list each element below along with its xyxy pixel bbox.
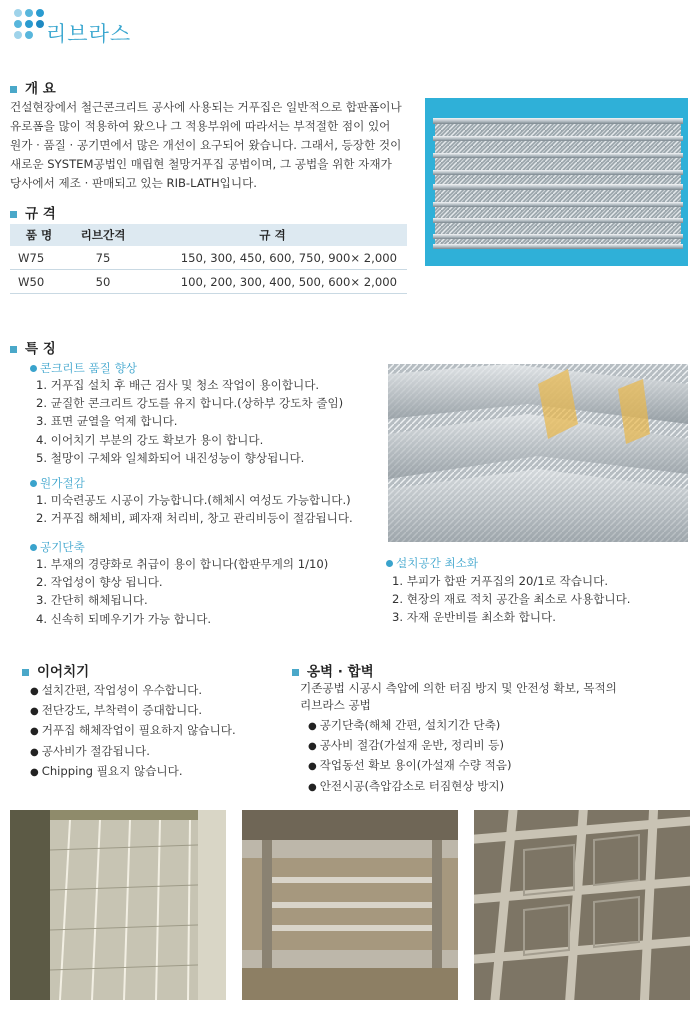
retaining-list	[308, 716, 512, 797]
square-bullet-icon	[10, 346, 17, 353]
list-item: 4. 이어치기 부분의 강도 확보가 용이 합니다.	[36, 432, 264, 447]
list-item: 3. 자재 운반비를 최소화 합니다.	[392, 610, 556, 625]
list-item: 1. 거푸집 설치 후 배근 검사 및 청소 작업이 용이합니다.	[36, 378, 320, 392]
cell-size: 100, 200, 300, 400, 500, 600× 2,000	[138, 270, 407, 294]
page-title: 리브라스	[46, 22, 132, 46]
features-heading: 특 징	[10, 337, 56, 357]
list-item: 2. 균질한 콘크리트 강도를 유지 합니다.(상하부 강도차 줄임)	[36, 396, 344, 411]
list-item: 5. 철망이 구체와 일체화되어 내진성능이 향상됩니다.	[36, 450, 305, 465]
spec-header-row	[10, 224, 407, 246]
list-item: ● 공사비가 절감됩니다.	[30, 742, 236, 762]
joint-heading: 이어치기	[22, 660, 89, 680]
bullet-dot-icon	[30, 544, 37, 551]
quality-title: 콘크리트 품질 향상	[30, 360, 137, 376]
overview-heading: 개 요	[10, 77, 56, 97]
stacked-rib-lath-photo	[388, 364, 688, 542]
cell-name: W50	[10, 270, 68, 294]
list-item: 1. 부재의 경량화로 취급이 용이 합니다(합판무게의 1/10)	[36, 557, 329, 571]
square-bullet-icon	[10, 211, 17, 218]
cell-rib: 50	[68, 270, 138, 294]
bullet-dot-icon	[30, 365, 37, 372]
bullet-dot-icon	[386, 560, 393, 567]
list-item: ● 안전시공(측압감소로 터짐현상 방지)	[308, 777, 512, 797]
joint-list	[30, 681, 236, 782]
list-item: ● 전단강도, 부착력이 증대합니다.	[30, 701, 236, 721]
list-item: 3. 표면 균열을 억제 합니다.	[36, 414, 178, 429]
cost-title: 원가절감	[30, 475, 85, 491]
col-header-rib: 리브간격	[68, 224, 138, 246]
rebar-lath-photo	[242, 810, 458, 1000]
list-item: 1. 부피가 합판 거푸집의 20/1로 작습니다.	[392, 574, 609, 588]
space-title: 설치공간 최소화	[386, 555, 478, 571]
cost-list	[36, 491, 353, 527]
col-header-name: 품 명	[10, 224, 68, 246]
list-item: 2. 현장의 재료 적치 공간을 최소로 사용합니다.	[392, 592, 631, 607]
list-item: 1. 미숙련공도 시공이 가능합니다.(해체시 여성도 가능합니다.)	[36, 493, 351, 507]
retaining-heading: 옹벽 · 합벽	[292, 660, 374, 680]
bullet-dot-icon	[30, 480, 37, 487]
list-item: 2. 작업성이 향상 됩니다.	[36, 575, 163, 590]
spec-heading: 규 격	[10, 202, 56, 222]
schedule-list	[36, 555, 328, 628]
spec-table	[10, 224, 407, 294]
square-bullet-icon	[10, 86, 17, 93]
rib-lath-photo	[425, 98, 688, 266]
list-item: ● 설치간편, 작업성이 우수합니다.	[30, 681, 236, 701]
list-item: 3. 간단히 해체됩니다.	[36, 593, 148, 608]
list-item: ● Chipping 필요지 않습니다.	[30, 762, 236, 782]
cell-size: 150, 300, 450, 600, 750, 900× 2,000	[138, 246, 407, 270]
list-item: ● 거푸집 해체작업이 필요하지 않습니다.	[30, 721, 236, 741]
col-header-size: 규 격	[138, 224, 407, 246]
schedule-title: 공기단축	[30, 539, 85, 555]
overview-text: 건설현장에서 철근콘크리트 공사에 사용되는 거푸집은 일반적으로 합판폼이나 유로폼을 많이 적용하여 왔으나 그 적용부위에 따라서는 부적절한 점이 있어 원가 · 품질 · 공기면에서 많은 개선이 요구되어 왔습니다. 그래서, 등장한 것이 새로운 SYSTEM공법인 매립현 철망거푸집 공법이며, 그 공법을 위한 자재가 당사에서 제조 · 판매되고 있는 RIB-LATH입니다.	[10, 100, 402, 190]
site-wall-photo	[10, 810, 226, 1000]
space-list	[392, 572, 630, 627]
rebar-cage-photo	[474, 810, 690, 1000]
square-bullet-icon	[22, 669, 29, 676]
list-item: ● 작업동선 확보 용이(가설재 수량 적음)	[308, 756, 512, 776]
table-row	[10, 246, 407, 270]
list-item: ● 공사비 절감(가설재 운반, 정리비 등)	[308, 736, 512, 756]
list-item: 4. 신속히 되메우기가 가능 합니다.	[36, 611, 212, 626]
list-item: ● 공기단축(해체 간편, 설치기간 단축)	[308, 716, 512, 736]
quality-list	[36, 376, 343, 467]
cell-name: W75	[10, 246, 68, 270]
square-bullet-icon	[292, 669, 299, 676]
list-item: 2. 거푸집 해체비, 폐자재 처리비, 창고 관리비등이 절감됩니다.	[36, 511, 353, 526]
table-row	[10, 270, 407, 294]
cell-rib: 75	[68, 246, 138, 270]
retaining-intro: 기존공법 시공시 측압에 의한 터짐 방지 및 안전성 확보, 목적의 리브라스 공법	[300, 681, 617, 712]
